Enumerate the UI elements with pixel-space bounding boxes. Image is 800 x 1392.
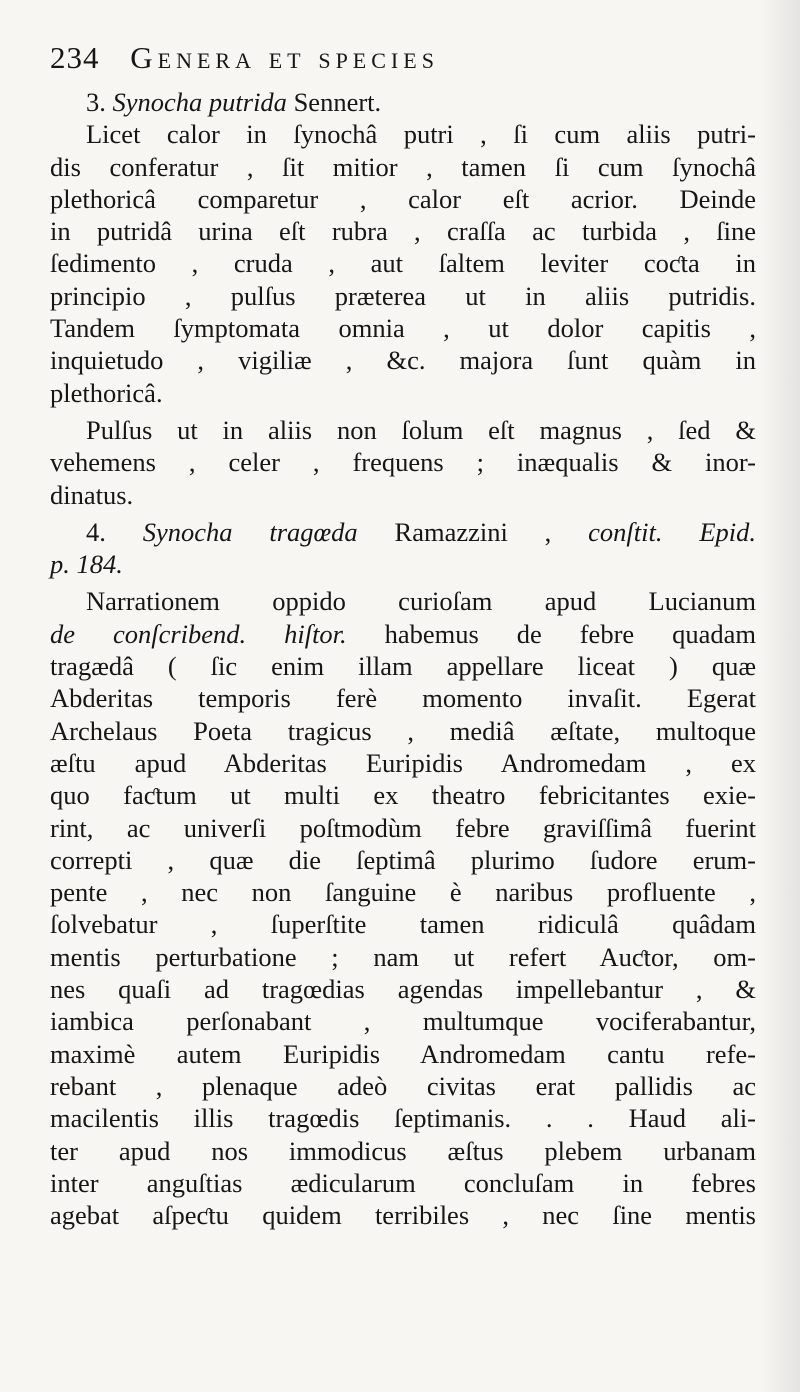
text-line [50, 344, 756, 376]
text-run: in putridâ urina eſt rubra , craſſa ac turbida , ſine [50, 216, 756, 247]
text-run: macilentis illis tragœdis ſeptimanis. . . Haud ali- [50, 1103, 756, 1134]
text-run: habemus de febre quadam [346, 618, 756, 649]
text-run: Narrationem oppido curioſam apud Lucianum [86, 586, 756, 617]
text-run: dinatus. [50, 479, 134, 510]
italic-text: conſtit. Epid. [588, 516, 757, 547]
text-line [50, 779, 756, 811]
italic-text: Synocha putrida [112, 87, 287, 117]
text-line [50, 215, 756, 247]
text-run: iambica perſonabant , multumque vociferabantur, [50, 1006, 756, 1037]
italic-text: Synocha tragœda [142, 516, 358, 547]
text-run: quo faƈtum ut multi ex theatro febricitantes exie- [50, 780, 756, 811]
text-run: principio , pulſus præterea ut in aliis putridis. [50, 280, 756, 311]
text-line [50, 812, 756, 844]
text-run: nes quaſi ad tragœdias agendas impellebantur , & [50, 974, 756, 1005]
text-line [50, 1167, 756, 1199]
text-run: rint, ac univerſi poſtmodùm febre graviſſimâ fuerint [50, 812, 756, 843]
text-line [50, 973, 756, 1005]
text-run: correpti , quæ die ſeptimâ plurimo ſudore erum- [50, 844, 756, 875]
text-line [50, 941, 756, 973]
text-run: agebat aſpeƈtu quidem terribiles , nec ſine mentis [50, 1200, 756, 1231]
text-run: Licet calor in ſynochâ putri , ſi cum aliis putri- [86, 119, 756, 150]
text-run: plethoricâ comparetur , calor eſt acrior. Deinde [50, 183, 756, 214]
text-line [50, 1102, 756, 1134]
text-run: maximè autem Euripidis Andromedam cantu refe- [50, 1038, 756, 1069]
page-number: 234 [50, 40, 100, 75]
text-line [50, 414, 756, 446]
text-line [50, 280, 756, 312]
text-line [50, 86, 756, 118]
text-run: mentis perturbatione ; nam ut refert Auƈtor, om- [50, 941, 756, 972]
text-run: dis conferatur , ſit mitior , tamen ſi cum ſynochâ [50, 151, 756, 182]
text-line [50, 118, 756, 150]
text-line [50, 1199, 756, 1231]
text-run: ſedimento , cruda , aut ſaltem leviter coƈta in [50, 248, 756, 279]
text-line [50, 247, 756, 279]
text-line [50, 1135, 756, 1167]
italic-text: de conſcribend. hiſtor. [50, 618, 347, 649]
text-line [50, 312, 756, 344]
text-line [50, 682, 756, 714]
text-line [50, 908, 756, 940]
text-line [50, 151, 756, 183]
text-run: Ramazzini , [357, 516, 589, 547]
text-run: Tandem ſymptomata omnia , ut dolor capitis , [50, 313, 756, 344]
text-run: æſtu apud Abderitas Euripidis Andromedam , ex [50, 747, 756, 778]
text-line [50, 377, 756, 409]
text-line [50, 585, 756, 617]
running-title: Genera et species [130, 40, 439, 75]
text-run: pente , nec non ſanguine è naribus profluente , [50, 877, 756, 908]
text-run: inquietudo , vigiliæ , &c. majora ſunt quàm in [50, 345, 756, 376]
text-run: Abderitas temporis ferè momento invaſit. Egerat [50, 683, 756, 714]
text-line [50, 479, 756, 511]
italic-text: p. 184. [50, 549, 123, 580]
text-line [50, 446, 756, 478]
text-run: vehemens , celer , frequens ; inæqualis & inor- [50, 447, 756, 478]
text-run: 4. [86, 516, 143, 547]
text-run: Sennert. [286, 87, 382, 117]
text-line [50, 747, 756, 779]
text-line [50, 715, 756, 747]
text-run: 3. [86, 87, 113, 117]
text-run: ſolvebatur , ſuperſtite tamen ridiculâ quâdam [50, 909, 756, 940]
text-run: Pulſus ut in aliis non ſolum eſt magnus , ſed & [86, 414, 756, 445]
text-run: rebant , plenaque adeò civitas erat pallidis ac [50, 1070, 756, 1101]
text-line [50, 1038, 756, 1070]
text-line [50, 1070, 756, 1102]
body-text [50, 86, 756, 1231]
text-run: plethoricâ. [50, 377, 163, 408]
text-line [50, 548, 756, 580]
text-run: inter anguſtias ædicularum concluſam in febres [50, 1167, 756, 1198]
page-header [50, 40, 750, 84]
text-line [50, 650, 756, 682]
text-line [50, 876, 756, 908]
text-run: ter apud nos immodicus æſtus plebem urbanam [50, 1135, 756, 1166]
text-line [50, 516, 756, 548]
text-run: tragædâ ( ſic enim illam appellare liceat ) quæ [50, 651, 756, 682]
text-line [50, 618, 756, 650]
text-line [50, 1005, 756, 1037]
text-line [50, 183, 756, 215]
text-line [50, 844, 756, 876]
text-run: Archelaus Poeta tragicus , mediâ æſtate, multoque [50, 715, 756, 746]
